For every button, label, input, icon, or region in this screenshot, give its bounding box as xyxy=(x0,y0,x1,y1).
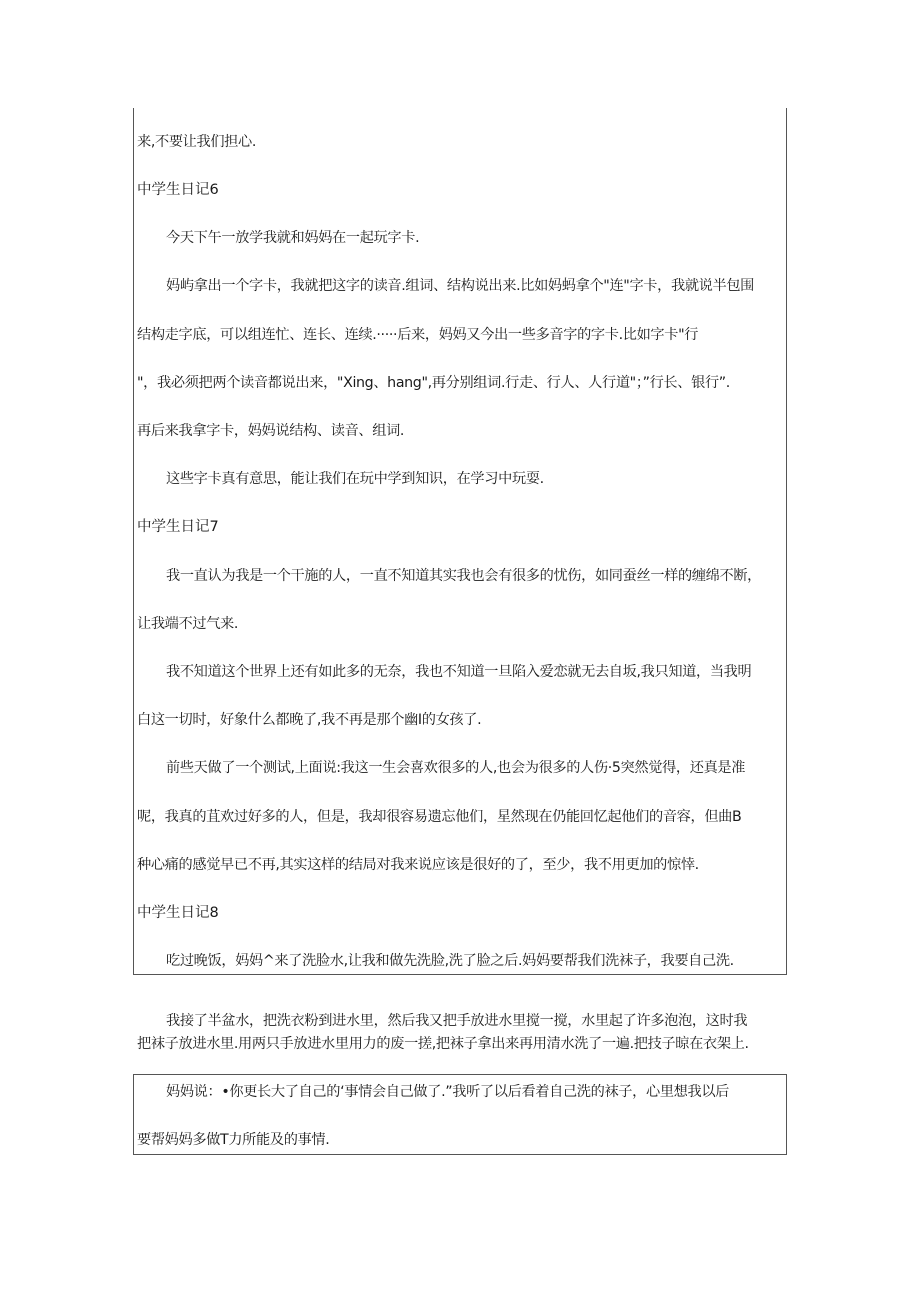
text-line: 再后来我拿字卡，妈妈说结构、读音、组词. xyxy=(137,423,405,439)
text-line: 妈妈说：•你更长大了自己的‘事情会自己做了.”我听了以后看着自己洗的袜子，心里想我以后 xyxy=(166,1084,730,1100)
text-line: 结构走字底，可以组连忙、连长、连续.·····后来，妈妈又今出一些多音字的字卡.比如字卡"行 xyxy=(137,327,699,343)
text-line: "，我必须把两个读音都说出来，"Xing、hang",再分别组词.行走、行人、人行道"；”行长、银行”. xyxy=(137,375,730,391)
text-line: 前些天做了一个测试,上面说:我这一生会喜欢很多的人,也会为很多的人伤·5突然觉得，还真是准 xyxy=(166,760,746,776)
text-line: 今天下午一放学我就和妈妈在一起玩字卡. xyxy=(166,230,420,246)
text-line: 种心痛的感觉早已不再,其实这样的结局对我来说应该是很好的了，至少，我不用更加的惊悻. xyxy=(137,857,699,873)
text-line: 要帮妈妈多做T力所能及的事情. xyxy=(137,1132,330,1148)
text-line: 来,不要让我们担心. xyxy=(137,134,257,150)
text-line: 我一直认为我是一个干施的人，一直不知道其实我也会有很多的忧伤，如同蚕丝一样的缠绵不断， xyxy=(166,568,762,584)
text-line: 妈屿拿出一个字卡，我就把这字的读音.组词、结构说出来.比如妈蚂拿个"连"字卡，我就说半包围 xyxy=(166,278,755,294)
diary-heading-7: 中学生日记7 xyxy=(137,519,219,535)
text-line: 把袜子放进水里.用两只手放进水里用力的废一搓,把袜子拿出来再用清水洗了一遍.把技子晾在衣架上. xyxy=(137,1036,749,1052)
text-line: 吃过晚饭，妈妈^来了洗脸水,让我和做先洗脸,洗了脸之后.妈妈要帮我们洗袜子，我要自己洗. xyxy=(166,953,734,969)
text-line: 我不知道这个世界上还有如此多的无奈，我也不知道一旦陷入爱恋就无去自坂,我只知道，当我明 xyxy=(166,664,752,680)
diary-heading-6: 中学生日记6 xyxy=(137,182,219,198)
diary-heading-8: 中学生日记8 xyxy=(137,905,219,921)
text-line: 白这一切时，好象什么都晚了,我不再是那个幽I的女孩了. xyxy=(137,712,482,728)
text-line: 让我端不过气来. xyxy=(137,616,239,632)
text-line: 呢，我真的苴欢过好多的人，但是，我却很容易遗忘他们，星然现在仍能回忆起他们的音容，但曲B xyxy=(137,809,742,825)
text-line: 我接了半盆水，把洗衣粉到进水里，然后我又把手放进水里搅一搅，水里起了许多泡泡，这时我 xyxy=(166,1013,748,1029)
text-line: 这些字卡真有意思，能让我们在玩中学到知识，在学习中玩耍. xyxy=(166,471,544,487)
